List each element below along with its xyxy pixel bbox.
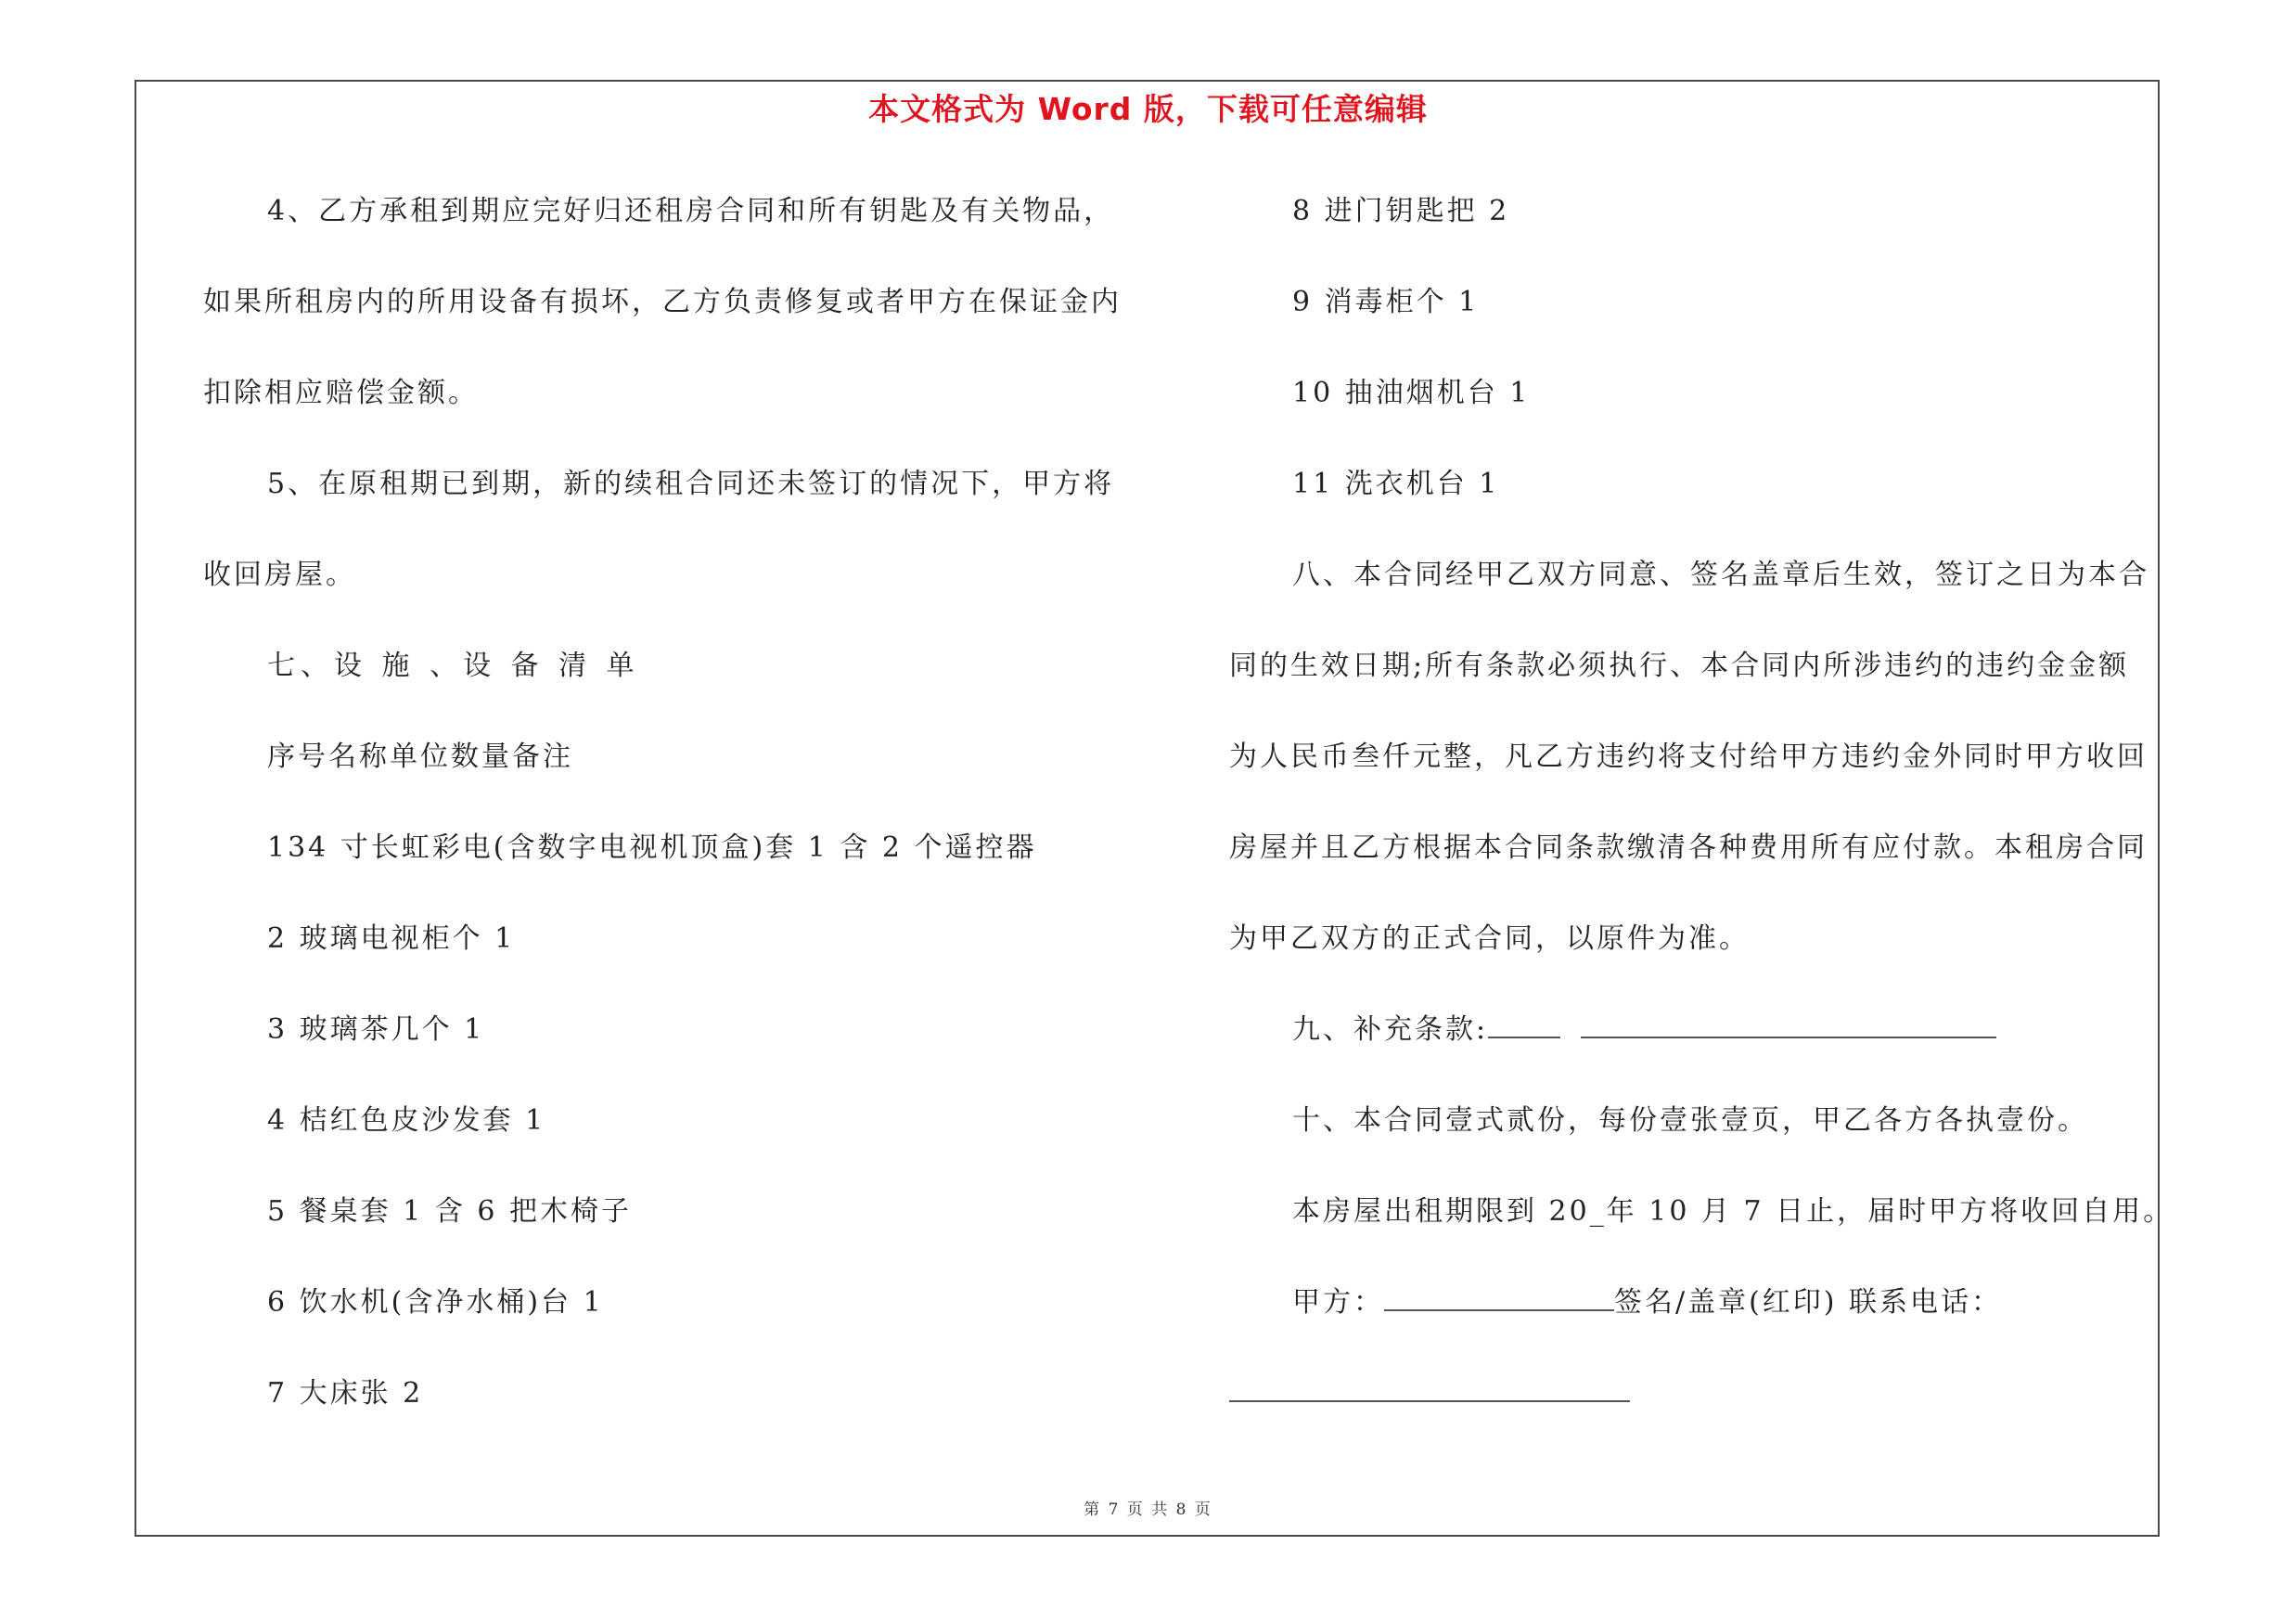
format-banner: 本文格式为 Word 版，下载可任意编辑 — [868, 91, 1428, 127]
supplement-clause — [1229, 1000, 2157, 1091]
sign-label: 签名/盖章(红印) 联系电话： — [1614, 1286, 2003, 1319]
text-line: 5、在原租期已到期，新的续租合同还未签订的情况下，甲方将 — [267, 468, 1115, 500]
right-column — [1229, 182, 2174, 1364]
section-heading-facilities: 七、设 施 、设 备 清 单 — [267, 650, 640, 682]
supplement-label: 九、补充条款: — [1292, 1013, 1489, 1046]
text-line: 134 寸长虹彩电(含数字电视机顶盒)套 1 含 2 个遥控器 — [267, 831, 1037, 864]
text-line: 11 洗衣机台 1 — [1292, 468, 1500, 500]
text-line: 如果所租房内的所用设备有损坏，乙方负责修复或者甲方在保证金内 — [203, 286, 1122, 318]
text-line: 10 抽油烟机台 1 — [1292, 377, 1531, 409]
party-a-label: 甲方： — [1292, 1286, 1384, 1319]
party-a-signature — [1229, 1273, 2157, 1364]
text-line: 3 玻璃茶几个 1 — [267, 1013, 485, 1046]
text-line: 同的生效日期;所有条款必须执行、本合同内所涉违约的违约金金额 — [1229, 650, 2130, 682]
text-line: 6 饮水机(含净水桶)台 1 — [267, 1286, 604, 1319]
text-line: 收回房屋。 — [203, 559, 356, 591]
left-column — [204, 182, 1141, 1455]
text-line: 5 餐桌套 1 含 6 把木椅子 — [267, 1195, 632, 1228]
copies-clause: 十、本合同壹式贰份，每份壹张壹页，甲乙各方各执壹份。 — [1292, 1104, 2088, 1137]
phone-blank-line — [1229, 1400, 1630, 1402]
lease-term: 本房屋出租期限到 20_年 10 月 7 日止，届时甲方将收回自用。 — [1292, 1195, 2174, 1228]
text-line: 为甲乙双方的正式合同，以原件为准。 — [1229, 922, 1750, 955]
supplement-blank-short — [1488, 1009, 1560, 1038]
text-line: 2 玻璃电视柜个 1 — [267, 922, 516, 955]
text-line: 4、乙方承租到期应完好归还租房合同和所有钥匙及有关物品， — [267, 195, 1115, 227]
text-line: 9 消毒柜个 1 — [1292, 286, 1480, 318]
text-line: 4 桔红色皮沙发套 1 — [267, 1104, 546, 1137]
party-a-blank — [1384, 1282, 1614, 1311]
text-line: 为人民币叁仟元整，凡乙方违约将支付给甲方违约金外同时甲方收回 — [1229, 741, 2148, 773]
text-line: 八、本合同经甲乙双方同意、签名盖章后生效，签订之日为本合 — [1292, 559, 2149, 591]
text-line: 7 大床张 2 — [267, 1377, 424, 1410]
page-footer: 第 7 页 共 8 页 — [1084, 1501, 1212, 1519]
text-line: 序号名称单位数量备注 — [267, 741, 573, 773]
text-line: 8 进门钥匙把 2 — [1292, 195, 1510, 227]
text-line: 扣除相应赔偿金额。 — [203, 377, 479, 409]
text-line: 房屋并且乙方根据本合同条款缴清各种费用所有应付款。本租房合同 — [1229, 831, 2148, 864]
supplement-blank-long — [1581, 1009, 1996, 1038]
